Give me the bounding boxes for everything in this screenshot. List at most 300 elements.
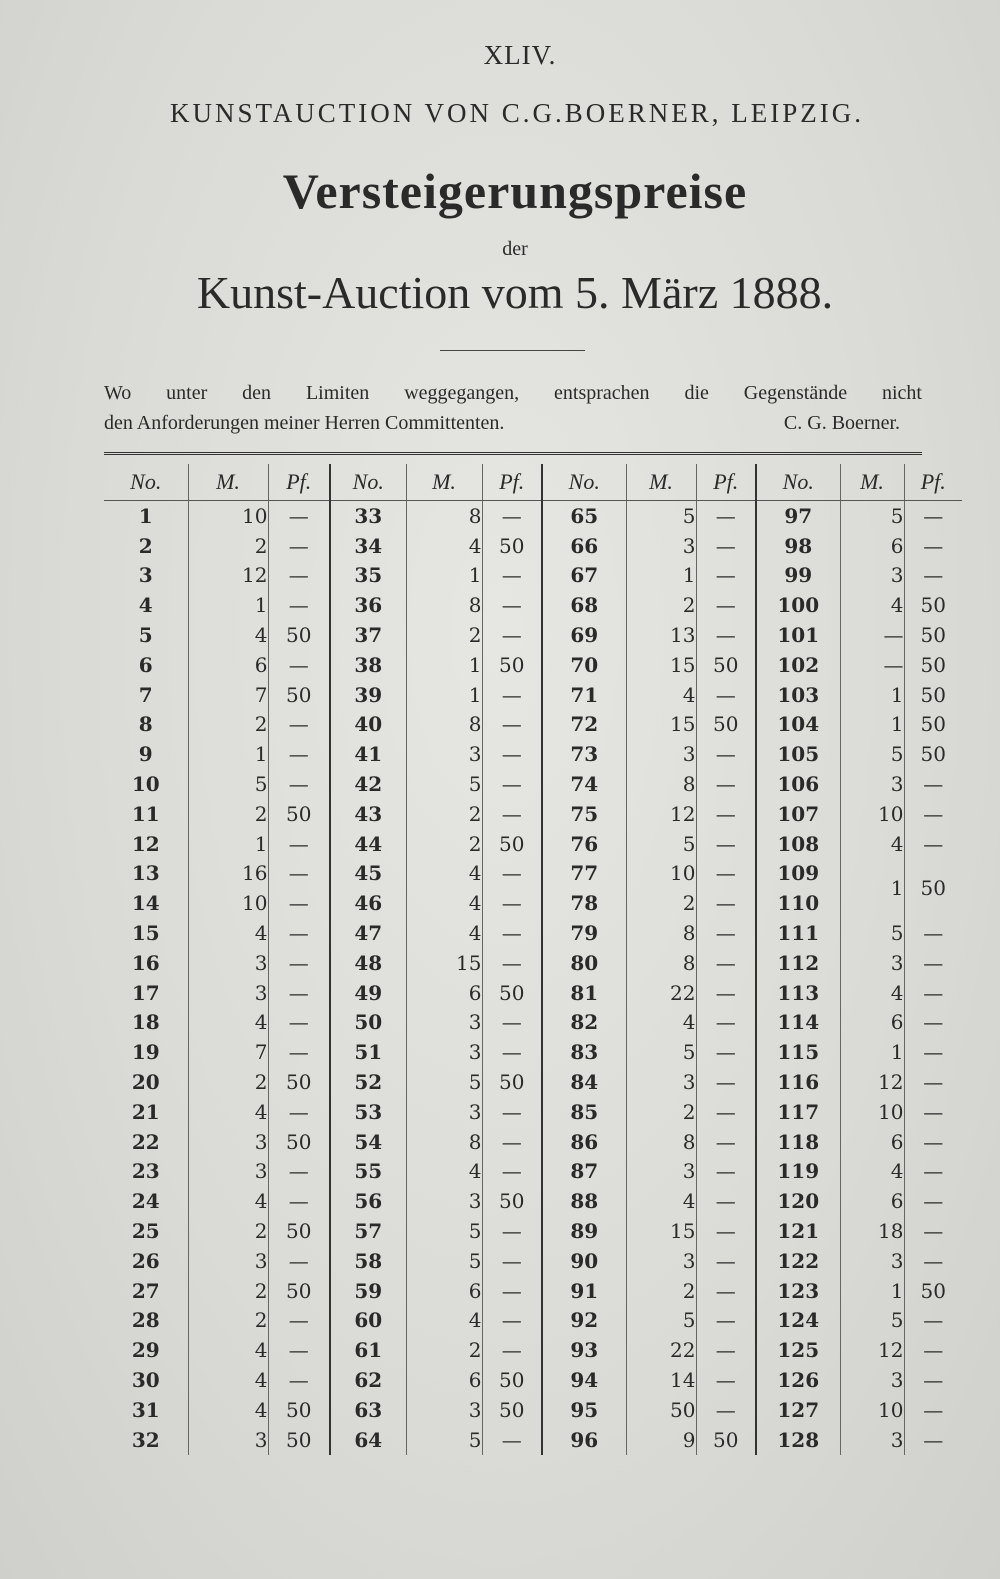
price-marks: 5	[626, 1306, 696, 1336]
entry-number: 58	[330, 1246, 406, 1276]
table-row	[104, 561, 962, 591]
price-marks: 8	[406, 590, 482, 620]
divider	[440, 350, 585, 351]
price-pfennig: —	[482, 888, 542, 918]
price-marks: 10	[840, 799, 904, 829]
price-marks: 6	[406, 1365, 482, 1395]
price-pfennig: —	[904, 531, 962, 561]
table-row	[104, 1067, 962, 1097]
table-top-rule	[104, 452, 922, 458]
price-marks: 4	[840, 590, 904, 620]
entry-number: 123	[756, 1276, 840, 1306]
price-pfennig: —	[696, 1246, 756, 1276]
price-marks: 6	[406, 1276, 482, 1306]
note-paragraph	[104, 378, 922, 438]
entry-number: 12	[131, 831, 160, 856]
price-marks: 8	[626, 1127, 696, 1157]
entry-number: 24	[131, 1189, 160, 1214]
entry-number: 95	[542, 1395, 626, 1425]
entry-number: 101	[756, 620, 840, 650]
table-row	[104, 859, 962, 889]
page-number: XLIV.	[483, 40, 557, 70]
price-pfennig: —	[268, 1097, 330, 1127]
price-marks: 2	[406, 620, 482, 650]
price-marks: 2	[406, 799, 482, 829]
entry-number: 47	[330, 918, 406, 948]
price-pfennig: —	[268, 829, 330, 859]
entry-number: 50	[330, 1008, 406, 1038]
price-pfennig: —	[268, 1008, 330, 1038]
entry-number: 53	[330, 1097, 406, 1127]
price-marks: 5	[626, 829, 696, 859]
document-title: Versteigerungspreise	[282, 163, 748, 219]
table-row	[104, 590, 962, 620]
col-header-no: No.	[542, 464, 626, 501]
entry-number: 63	[330, 1395, 406, 1425]
entry-number: 91	[542, 1276, 626, 1306]
table-row	[104, 1157, 962, 1187]
price-marks: 4	[840, 978, 904, 1008]
price-marks: 4	[188, 1395, 268, 1425]
entry-number: 55	[330, 1157, 406, 1187]
price-marks: 3	[626, 1246, 696, 1276]
entry-number: 104	[756, 710, 840, 740]
price-marks: 13	[626, 620, 696, 650]
price-marks: 6	[840, 1186, 904, 1216]
price-pfennig: —	[482, 1037, 542, 1067]
entry-number: 107	[756, 799, 840, 829]
col-header-pf: Pf.	[482, 464, 542, 501]
price-pfennig: 50	[482, 1067, 542, 1097]
price-pfennig: —	[482, 1306, 542, 1336]
table-row	[104, 1276, 962, 1306]
price-marks: 12	[840, 1335, 904, 1365]
price-marks: 4	[626, 1186, 696, 1216]
col-header-no: No.	[104, 464, 188, 501]
price-pfennig: —	[696, 859, 756, 889]
entry-number: 69	[542, 620, 626, 650]
price-marks: 10	[840, 1097, 904, 1127]
price-pfennig: 50	[696, 1425, 756, 1455]
entry-number: 77	[542, 859, 626, 889]
col-header-m: M.	[406, 464, 482, 501]
price-pfennig: —	[696, 1365, 756, 1395]
price-marks: —	[840, 620, 904, 650]
price-marks: 5	[840, 918, 904, 948]
entry-number: 33	[330, 501, 406, 531]
entry-number: 36	[330, 590, 406, 620]
entry-number: 5	[138, 623, 153, 648]
price-marks: 5	[626, 501, 696, 531]
price-marks: 5	[406, 1425, 482, 1455]
col-header-pf: Pf.	[268, 464, 330, 501]
price-pfennig: 50	[904, 590, 962, 620]
price-pfennig: —	[696, 1216, 756, 1246]
title-connector: der	[502, 238, 528, 260]
entry-number: 79	[542, 918, 626, 948]
price-pfennig: —	[268, 948, 330, 978]
entry-number: 122	[756, 1246, 840, 1276]
price-pfennig: 50	[268, 1216, 330, 1246]
table-row	[104, 1037, 962, 1067]
table-row	[104, 1335, 962, 1365]
price-marks: 2	[188, 1276, 268, 1306]
price-pfennig: —	[696, 888, 756, 918]
entry-number: 86	[542, 1127, 626, 1157]
entry-number: 25	[131, 1219, 160, 1244]
entry-number: 110	[756, 888, 840, 918]
entry-number: 88	[542, 1186, 626, 1216]
price-pfennig: —	[268, 888, 330, 918]
price-pfennig: —	[268, 501, 330, 531]
price-marks: 4	[188, 1365, 268, 1395]
price-marks: 4	[188, 1008, 268, 1038]
table-row	[104, 978, 962, 1008]
price-marks: 6	[188, 650, 268, 680]
price-marks: 50	[626, 1395, 696, 1425]
table-row	[104, 650, 962, 680]
document-subtitle: Kunst-Auction vom 5. März 1888.	[196, 267, 834, 318]
price-pfennig: —	[482, 918, 542, 948]
col-header-no: No.	[330, 464, 406, 501]
entry-number: 109	[756, 859, 840, 889]
price-marks: 3	[840, 1425, 904, 1455]
entry-number: 49	[330, 978, 406, 1008]
price-pfennig: —	[904, 561, 962, 591]
entry-number: 99	[756, 561, 840, 591]
entry-number: 19	[131, 1040, 160, 1065]
price-pfennig: —	[696, 1335, 756, 1365]
price-marks: 10	[626, 859, 696, 889]
price-marks: 4	[188, 1186, 268, 1216]
price-marks: 8	[626, 948, 696, 978]
price-marks: 15	[406, 948, 482, 978]
note-line-2: den Anforderungen meiner Herren Committenten.	[104, 412, 505, 434]
entry-number: 105	[756, 739, 840, 769]
entry-number: 90	[542, 1246, 626, 1276]
entry-number: 51	[330, 1037, 406, 1067]
price-marks: 3	[188, 978, 268, 1008]
price-pfennig: —	[268, 710, 330, 740]
entry-number: 37	[330, 620, 406, 650]
entry-number: 126	[756, 1365, 840, 1395]
price-pfennig: —	[904, 1335, 962, 1365]
price-marks: 6	[840, 1127, 904, 1157]
firm-heading: KUNSTAUCTION VON C.G.BOERNER, LEIPZIG.	[169, 98, 865, 128]
price-marks: 3	[840, 1246, 904, 1276]
price-marks: 1	[406, 561, 482, 591]
price-pfennig: —	[904, 1365, 962, 1395]
entry-number: 2	[138, 533, 153, 558]
price-marks: 7	[188, 680, 268, 710]
price-marks: 22	[626, 1335, 696, 1365]
price-pfennig: —	[482, 1216, 542, 1246]
price-pfennig: —	[482, 710, 542, 740]
entry-number: 16	[131, 950, 160, 975]
price-pfennig: —	[696, 978, 756, 1008]
price-pfennig: —	[268, 1246, 330, 1276]
entry-number: 106	[756, 769, 840, 799]
entry-number: 40	[330, 710, 406, 740]
price-pfennig: —	[696, 531, 756, 561]
entry-number: 46	[330, 888, 406, 918]
price-marks: 3	[406, 1395, 482, 1425]
entry-number: 59	[330, 1276, 406, 1306]
price-marks: 2	[626, 590, 696, 620]
price-pfennig: —	[482, 1246, 542, 1276]
price-pfennig: —	[696, 680, 756, 710]
price-marks: 16	[188, 859, 268, 889]
price-marks: 1	[406, 650, 482, 680]
entry-number: 57	[330, 1216, 406, 1246]
entry-number: 125	[756, 1335, 840, 1365]
price-pfennig: 50	[904, 739, 962, 769]
price-marks: 5	[406, 1246, 482, 1276]
price-marks: 4	[626, 680, 696, 710]
price-pfennig: —	[482, 1127, 542, 1157]
price-marks: 10	[840, 1395, 904, 1425]
entry-number: 112	[756, 948, 840, 978]
price-marks: 2	[188, 1216, 268, 1246]
price-pfennig: 50	[482, 1186, 542, 1216]
price-pfennig: 50	[904, 710, 962, 740]
price-pfennig: —	[696, 948, 756, 978]
col-header-m: M.	[188, 464, 268, 501]
price-pfennig: —	[696, 739, 756, 769]
entry-number: 119	[756, 1157, 840, 1187]
price-pfennig: 50	[268, 1127, 330, 1157]
entry-number: 65	[542, 501, 626, 531]
price-pfennig: —	[904, 1246, 962, 1276]
price-marks: 10	[188, 501, 268, 531]
price-pfennig: —	[268, 978, 330, 1008]
price-pfennig: 50	[268, 1276, 330, 1306]
entry-number: 32	[131, 1427, 160, 1452]
price-pfennig: 50	[482, 829, 542, 859]
price-marks: 3	[188, 1246, 268, 1276]
col-header-pf: Pf.	[696, 464, 756, 501]
price-pfennig: 50	[268, 1067, 330, 1097]
price-pfennig: —	[904, 948, 962, 978]
entry-number: 87	[542, 1157, 626, 1187]
entry-number: 81	[542, 978, 626, 1008]
price-marks: 5	[188, 769, 268, 799]
price-pfennig: —	[482, 590, 542, 620]
entry-number: 15	[131, 921, 160, 946]
price-marks: 12	[840, 1067, 904, 1097]
signature: C. G. Boerner.	[783, 412, 900, 434]
price-marks: 2	[188, 1067, 268, 1097]
entry-number: 83	[542, 1037, 626, 1067]
price-marks: 3	[406, 1097, 482, 1127]
price-marks: 2	[626, 1097, 696, 1127]
entry-number: 17	[131, 980, 160, 1005]
price-pfennig: 50	[696, 650, 756, 680]
entry-number: 60	[330, 1306, 406, 1336]
price-pfennig: —	[482, 1097, 542, 1127]
price-pfennig: —	[482, 501, 542, 531]
entry-number: 39	[330, 680, 406, 710]
entry-number: 92	[542, 1306, 626, 1336]
entry-number: 48	[330, 948, 406, 978]
entry-number: 89	[542, 1216, 626, 1246]
entry-number: 108	[756, 829, 840, 859]
entry-number: 7	[138, 682, 153, 707]
entry-number: 29	[131, 1338, 160, 1363]
price-marks: 1	[840, 1037, 904, 1067]
price-marks: 8	[626, 769, 696, 799]
price-marks: 1	[188, 590, 268, 620]
price-marks: 4	[840, 829, 904, 859]
entry-number: 120	[756, 1186, 840, 1216]
price-pfennig: 50	[904, 650, 962, 680]
entry-number: 1	[138, 503, 153, 528]
price-marks: 3	[626, 739, 696, 769]
price-pfennig: —	[696, 1157, 756, 1187]
entry-number: 98	[756, 531, 840, 561]
price-pfennig: —	[904, 918, 962, 948]
price-marks: 3	[840, 948, 904, 978]
price-marks: 4	[188, 1097, 268, 1127]
price-pfennig: 50	[482, 978, 542, 1008]
entry-number: 94	[542, 1365, 626, 1395]
price-pfennig: —	[904, 501, 962, 531]
entry-number: 76	[542, 829, 626, 859]
entry-number: 71	[542, 680, 626, 710]
price-marks: 5	[406, 769, 482, 799]
price-pfennig: —	[482, 1276, 542, 1306]
price-marks: 4	[626, 1008, 696, 1038]
price-pfennig: —	[482, 620, 542, 650]
entry-number: 8	[138, 712, 153, 737]
price-pfennig: —	[696, 1306, 756, 1336]
entry-number: 44	[330, 829, 406, 859]
price-marks: 5	[406, 1067, 482, 1097]
entry-number: 113	[756, 978, 840, 1008]
price-marks: 15	[626, 650, 696, 680]
entry-number: 73	[542, 739, 626, 769]
entry-number: 68	[542, 590, 626, 620]
entry-number: 22	[131, 1129, 160, 1154]
price-pfennig: 50	[904, 1276, 962, 1306]
entry-number: 117	[756, 1097, 840, 1127]
price-marks: 3	[406, 1037, 482, 1067]
table-row	[104, 1365, 962, 1395]
price-marks: 6	[840, 531, 904, 561]
entry-number: 43	[330, 799, 406, 829]
price-pfennig: —	[696, 1097, 756, 1127]
entry-number: 62	[330, 1365, 406, 1395]
entry-number: 56	[330, 1186, 406, 1216]
price-marks: 12	[626, 799, 696, 829]
price-pfennig: —	[482, 769, 542, 799]
entry-number: 31	[131, 1397, 160, 1422]
price-pfennig: —	[482, 1335, 542, 1365]
entry-number: 127	[756, 1395, 840, 1425]
entry-number: 21	[131, 1099, 160, 1124]
price-marks: 4	[188, 1335, 268, 1365]
price-pfennig: —	[696, 1186, 756, 1216]
price-marks: 5	[406, 1216, 482, 1246]
price-marks: 2	[188, 799, 268, 829]
price-marks: 1	[188, 829, 268, 859]
price-marks: 7	[188, 1037, 268, 1067]
price-marks: 3	[188, 1127, 268, 1157]
price-pfennig: —	[904, 829, 962, 859]
price-marks: 1	[840, 710, 904, 740]
entry-number: 75	[542, 799, 626, 829]
table-row	[104, 1127, 962, 1157]
entry-number: 66	[542, 531, 626, 561]
price-pfennig: —	[268, 531, 330, 561]
table-row	[104, 1216, 962, 1246]
price-pfennig: —	[696, 1008, 756, 1038]
price-pfennig: —	[268, 561, 330, 591]
entry-number: 114	[756, 1008, 840, 1038]
price-marks: 9	[626, 1425, 696, 1455]
col-header-no: No.	[756, 464, 840, 501]
price-marks: 3	[626, 531, 696, 561]
price-pfennig: 50	[482, 1365, 542, 1395]
price-pfennig: 50	[696, 710, 756, 740]
entry-number: 18	[131, 1010, 160, 1035]
entry-number: 4	[138, 593, 153, 618]
entry-number: 13	[131, 861, 160, 886]
price-marks: 5	[626, 1037, 696, 1067]
price-marks: 5	[840, 739, 904, 769]
price-pfennig: —	[696, 501, 756, 531]
entry-number: 82	[542, 1008, 626, 1038]
price-pfennig: —	[904, 1067, 962, 1097]
entry-number: 38	[330, 650, 406, 680]
entry-number: 67	[542, 561, 626, 591]
price-pfennig: —	[268, 1335, 330, 1365]
entry-number: 96	[542, 1425, 626, 1455]
entry-number: 11	[131, 801, 160, 826]
price-pfennig: —	[904, 1395, 962, 1425]
price-marks: 8	[406, 710, 482, 740]
price-pfennig: —	[482, 1157, 542, 1187]
price-pfennig: 50	[268, 1425, 330, 1455]
entry-number: 78	[542, 888, 626, 918]
entry-number: 74	[542, 769, 626, 799]
entry-number: 61	[330, 1335, 406, 1365]
entry-number: 34	[330, 531, 406, 561]
price-table	[104, 464, 962, 1455]
price-pfennig: —	[904, 1216, 962, 1246]
price-pfennig: 50	[268, 799, 330, 829]
price-marks: 3	[188, 948, 268, 978]
table-row	[104, 1425, 962, 1455]
price-pfennig: —	[268, 1037, 330, 1067]
price-pfennig: —	[696, 561, 756, 591]
entry-number: 97	[756, 501, 840, 531]
price-marks: 3	[188, 1157, 268, 1187]
entry-number: 41	[330, 739, 406, 769]
price-marks: 3	[840, 1365, 904, 1395]
price-marks: 2	[406, 829, 482, 859]
entry-number: 6	[138, 652, 153, 677]
table-row	[104, 918, 962, 948]
price-marks: 1	[840, 859, 904, 919]
entry-number: 115	[756, 1037, 840, 1067]
price-marks: 1	[840, 680, 904, 710]
price-marks: 5	[840, 501, 904, 531]
price-pfennig: —	[482, 739, 542, 769]
price-marks: 2	[188, 710, 268, 740]
price-pfennig: —	[904, 978, 962, 1008]
table-row	[104, 739, 962, 769]
